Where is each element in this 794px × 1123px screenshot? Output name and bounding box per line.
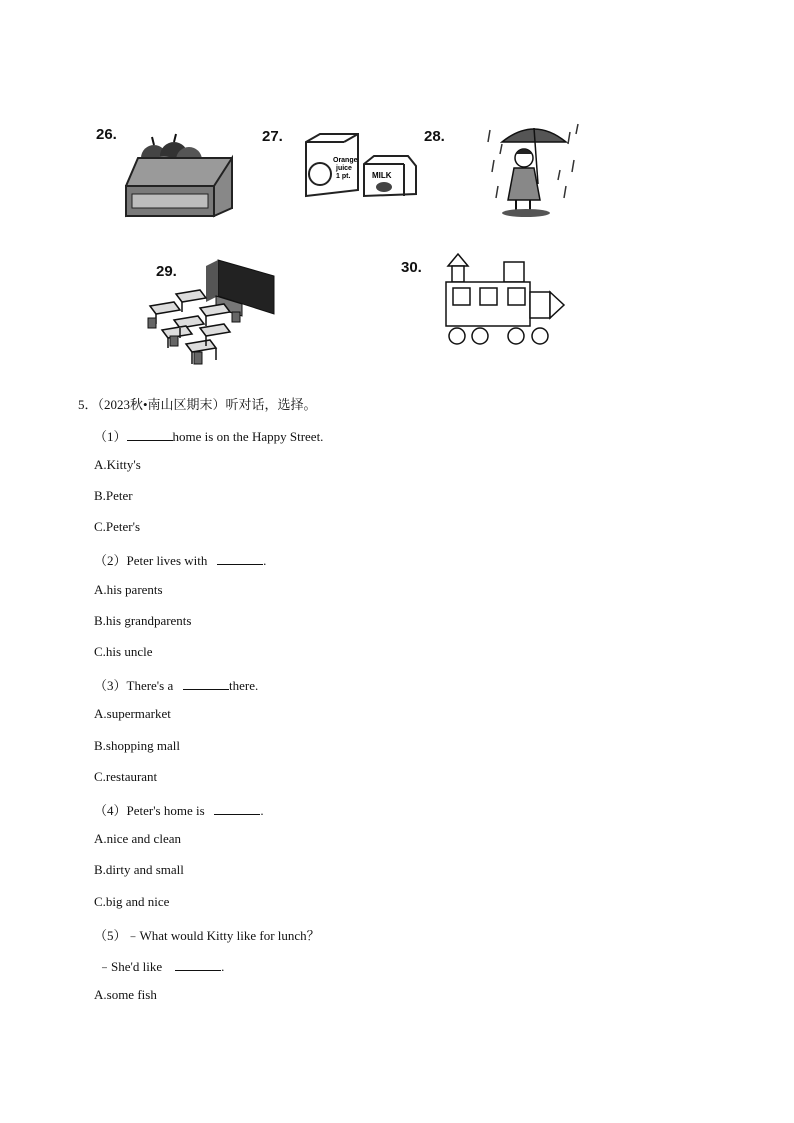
item-4-option-a[interactable]: A.nice and clean	[94, 831, 181, 846]
item-5-reply: ﹣She'd like .	[98, 959, 225, 974]
picture-number-28: 28.	[424, 128, 445, 145]
juice-carton-label: Orange	[333, 157, 358, 164]
milk-carton-label: MILK	[372, 171, 392, 180]
item-2-option-a[interactable]: A.his parents	[94, 582, 163, 597]
item-2-option-b[interactable]: B.his grandparents	[94, 613, 192, 628]
answer-blank[interactable]	[183, 677, 229, 690]
item-1-option-b[interactable]: B.Peter	[94, 488, 133, 503]
picture-number-26: 26.	[96, 126, 117, 143]
item-3-option-b[interactable]: B.shopping mall	[94, 738, 180, 753]
item-5-stem: （5）﹣What would Kitty like for lunch？	[94, 928, 320, 943]
item-3-option-a[interactable]: A.supermarket	[94, 706, 171, 721]
question-header: 5．（2023秋•南山区期末）听对话，选择。	[78, 397, 317, 412]
item-2-option-c[interactable]: C.his uncle	[94, 644, 153, 659]
shape-train-image	[444, 252, 568, 348]
item-4-option-b[interactable]: B.dirty and small	[94, 862, 184, 877]
item-3-stem: （3）There's a there.	[94, 678, 259, 693]
juice-carton-icon	[306, 134, 358, 196]
classroom-image	[140, 256, 280, 376]
item-4-option-c[interactable]: C.big and nice	[94, 894, 170, 909]
triangle-front-icon	[550, 292, 564, 318]
milk-carton-icon	[364, 156, 416, 196]
rain-girl-image	[486, 120, 580, 218]
item-5-option-a[interactable]: A.some fish	[94, 987, 157, 1002]
svg-text:1 pt.: 1 pt.	[336, 173, 351, 180]
answer-blank[interactable]	[217, 552, 263, 565]
svg-text:juice: juice	[336, 165, 352, 172]
answer-blank[interactable]	[214, 802, 260, 815]
item-2-stem: （2）Peter lives with .	[94, 553, 267, 568]
answer-blank[interactable]	[175, 958, 221, 971]
item-3-option-c[interactable]: C.restaurant	[94, 769, 158, 784]
picture-number-27: 27.	[262, 128, 283, 145]
picture-number-30: 30.	[401, 259, 422, 276]
answer-blank[interactable]	[127, 428, 173, 441]
wheel-icon	[449, 328, 465, 344]
triangle-roof-icon	[448, 254, 468, 266]
cartons-image	[300, 134, 420, 200]
item-1-option-c[interactable]: C.Peter's	[94, 519, 141, 534]
item-4-stem: （4）Peter's home is .	[94, 803, 264, 818]
item-1-stem: （1） home is on the Happy Street.	[94, 429, 324, 444]
picture-number-29: 29.	[156, 263, 177, 280]
apples-crate-image	[124, 128, 234, 218]
item-1-option-a[interactable]: A.Kitty's	[94, 457, 141, 472]
